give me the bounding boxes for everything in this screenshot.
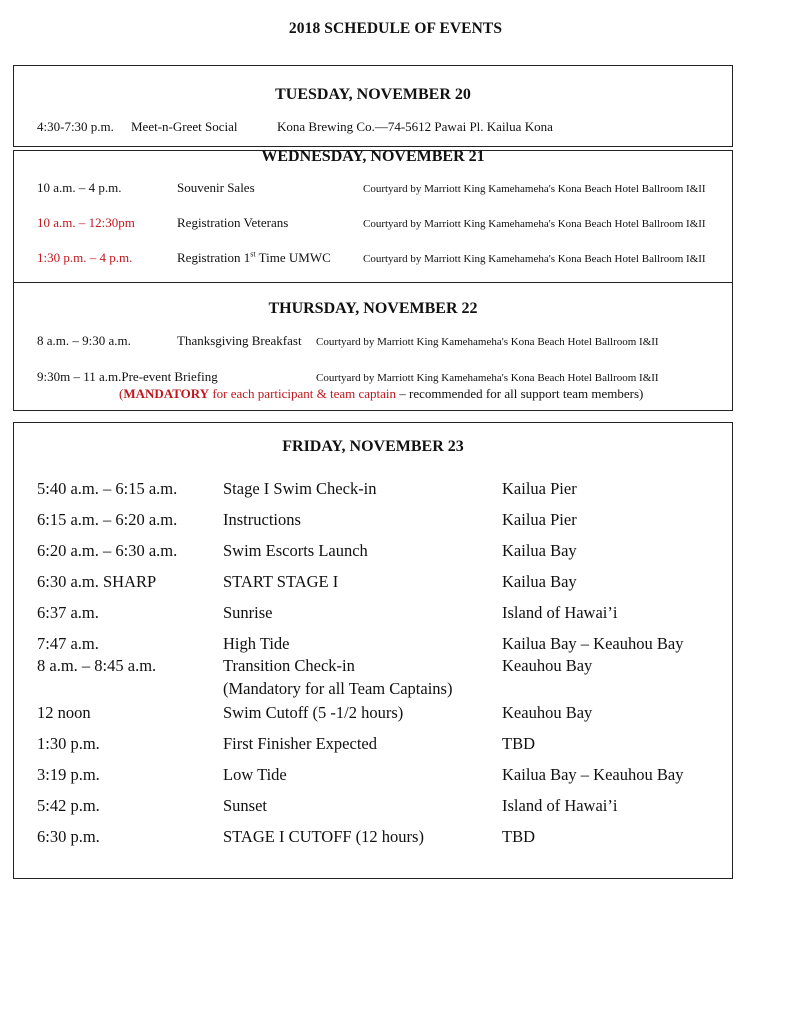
event-time: 3:19 p.m.	[37, 765, 100, 784]
event-time: 6:37 a.m.	[37, 603, 99, 622]
event-name: Registration 1st Time UMWC	[177, 249, 331, 265]
event-location: Island of Hawai’i	[502, 603, 618, 622]
wednesday-heading: WEDNESDAY, NOVEMBER 21	[261, 148, 485, 165]
event-name: Sunset	[223, 796, 268, 815]
event-location: Kailua Bay	[502, 541, 577, 560]
event-name: (Mandatory for all Team Captains)	[223, 679, 453, 698]
event-location: Courtyard by Marriott King Kamehameha's Kona Beach Hotel Ballroom I&II	[316, 372, 659, 384]
tuesday-heading: TUESDAY, NOVEMBER 20	[275, 86, 471, 103]
event-name: Registration Veterans	[177, 215, 289, 230]
event-time: 6:20 a.m. – 6:30 a.m.	[37, 541, 178, 560]
page-title: 2018 SCHEDULE OF EVENTS	[288, 20, 503, 37]
event-location: Courtyard by Marriott King Kamehameha's Kona Beach Hotel Ballroom I&II	[363, 183, 706, 195]
event-location: Kailua Bay – Keauhou Bay	[502, 765, 684, 784]
event-time: 1:30 p.m.	[37, 734, 100, 753]
event-name: Souvenir Sales	[177, 180, 255, 195]
event-name: Stage I Swim Check-in	[223, 479, 377, 498]
event-name: START STAGE I	[223, 572, 339, 591]
event-time: 8 a.m. – 9:30 a.m.	[37, 333, 131, 348]
event-location: TBD	[502, 827, 535, 846]
event-location: Keauhou Bay	[502, 656, 593, 675]
wednesday-thursday-section	[13, 150, 733, 411]
event-name: Swim Cutoff (5 -1/2 hours)	[223, 703, 404, 722]
friday-section	[13, 422, 733, 879]
event-time: 6:30 p.m.	[37, 827, 100, 846]
event-name: Swim Escorts Launch	[223, 541, 368, 560]
event-location: Keauhou Bay	[502, 703, 593, 722]
event-time: 1:30 p.m. – 4 p.m.	[37, 250, 133, 265]
event-time: 8 a.m. – 8:45 a.m.	[37, 656, 157, 675]
event-time: 6:30 a.m. SHARP	[37, 572, 157, 591]
event-time: 12 noon	[37, 703, 91, 722]
event-name: Low Tide	[223, 765, 287, 784]
event-name: Meet-n-Greet Social	[131, 119, 238, 134]
event-location: Kona Brewing Co.—74-5612 Pawai Pl. Kailua Kona	[277, 119, 553, 134]
event-location: Kailua Pier	[502, 479, 577, 498]
event-location: TBD	[502, 734, 535, 753]
event-location: Island of Hawai’i	[502, 796, 618, 815]
event-time: 5:40 a.m. – 6:15 a.m.	[37, 479, 178, 498]
event-name: Sunrise	[223, 603, 273, 622]
section-divider	[13, 282, 733, 283]
event-name: Thanksgiving Breakfast	[177, 333, 302, 348]
event-name: High Tide	[223, 634, 290, 653]
event-name: STAGE I CUTOFF (12 hours)	[223, 827, 424, 846]
event-location: Courtyard by Marriott King Kamehameha's Kona Beach Hotel Ballroom I&II	[363, 253, 706, 265]
thursday-heading: THURSDAY, NOVEMBER 22	[268, 300, 478, 317]
event-time: 10 a.m. – 4 p.m.	[37, 180, 122, 195]
event-time: 5:42 p.m.	[37, 796, 100, 815]
event-location: Courtyard by Marriott King Kamehameha's Kona Beach Hotel Ballroom I&II	[363, 218, 706, 230]
event-time: 6:15 a.m. – 6:20 a.m.	[37, 510, 178, 529]
event-location: Courtyard by Marriott King Kamehameha's Kona Beach Hotel Ballroom I&II	[316, 336, 659, 348]
friday-heading: FRIDAY, NOVEMBER 23	[282, 438, 464, 455]
tuesday-section	[13, 65, 733, 147]
event-time: 7:47 a.m.	[37, 634, 99, 653]
event-location: Kailua Bay	[502, 572, 577, 591]
briefing-note: (MANDATORY for each participant & team captain – recommended for all support team members)	[119, 386, 644, 401]
event-name: Instructions	[223, 510, 301, 529]
event-name: Transition Check-in	[223, 656, 355, 675]
event-time-name: 9:30m – 11 a.m.Pre-event Briefing	[37, 369, 218, 384]
event-time: 10 a.m. – 12:30pm	[37, 215, 135, 230]
event-location: Kailua Bay – Keauhou Bay	[502, 634, 684, 653]
event-name: First Finisher Expected	[223, 734, 377, 753]
event-location: Kailua Pier	[502, 510, 577, 529]
event-time: 4:30-7:30 p.m.	[37, 119, 114, 134]
